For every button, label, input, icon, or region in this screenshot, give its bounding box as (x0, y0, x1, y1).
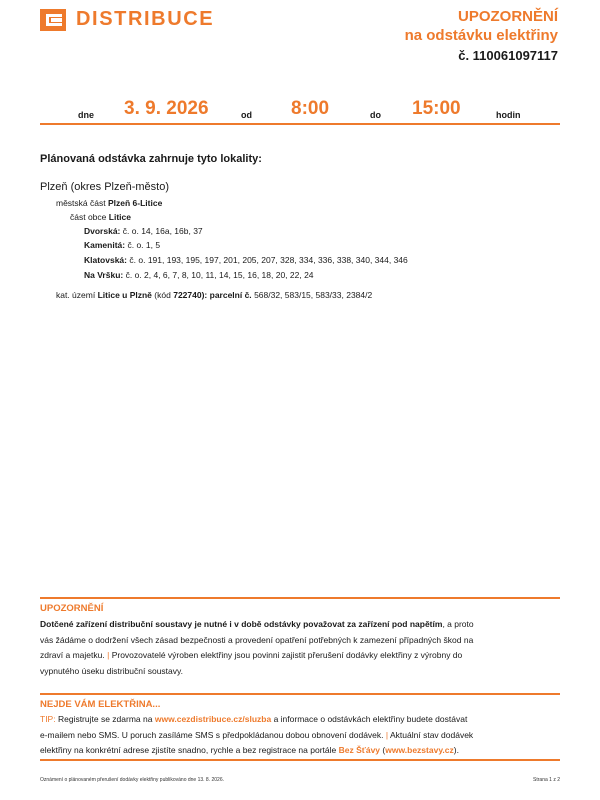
locations-intro: Plánovaná odstávka zahrnuje tyto lokality: (40, 153, 262, 165)
tip-text-part: e-mailem nebo SMS. U poruch zasíláme SMS s předpokládanou dobou obnovení dodávek. (40, 729, 384, 740)
registration-link[interactable]: www.cezdistribuce.cz/sluzba (154, 714, 272, 724)
portal-url-link[interactable]: www.bezstavy.cz (385, 745, 454, 755)
cadastral-label: kat. území (56, 290, 96, 300)
city-name: Plzeň (okres Plzeň-město) (40, 181, 169, 193)
portal-name-link[interactable]: Bez Šťávy (338, 745, 381, 755)
notice-title (405, 7, 558, 65)
cez-logo-icon (40, 9, 66, 31)
divider (40, 597, 560, 599)
cadastral-name: Litice u Plzně (97, 290, 152, 300)
tip-text-part: Aktuální stav dodávek (390, 729, 474, 740)
tip-label: TIP: (40, 714, 56, 724)
street-name: Na Vršku: (84, 270, 124, 280)
street-prefix: č. o. (125, 270, 142, 280)
street-line (84, 239, 160, 252)
part-line (70, 211, 131, 224)
label-hours: hodin (496, 110, 521, 120)
page-number: Strana 1 z 2 (533, 777, 560, 783)
parcel-label: parcelní č. (209, 290, 252, 300)
street-line (84, 254, 408, 267)
notice-subheading: na odstávku elektřiny (404, 27, 558, 44)
warning-text-part: vypnutého úseku distribuční soustavy. (40, 665, 184, 676)
divider (40, 693, 560, 695)
warning-text-part: vás žádáme o dodržení všech zásad bezpečnosti a provedení opatření potřebných k zamezení případných škod na (40, 634, 474, 645)
street-name: Dvorská: (84, 226, 121, 236)
tip-title: NEJDE VÁM ELEKTŘINA... (40, 699, 161, 710)
district-line (56, 197, 162, 210)
warning-text-part: , a proto (442, 619, 474, 629)
tip-text-part: a informace o odstávkách elektřiny budete dostávat (273, 714, 468, 724)
label-to: do (370, 110, 381, 120)
outage-date: 3. 9. 2026 (124, 98, 209, 119)
company-logo (40, 8, 214, 31)
district-label: městská část (56, 198, 106, 208)
label-day: dne (78, 110, 95, 120)
district-name: Plzeň 6-Litice (107, 198, 163, 208)
street-name: Kamenitá: (84, 240, 126, 250)
divider (40, 123, 560, 125)
paren-open: ( (382, 745, 386, 755)
separator-bar: | (107, 650, 110, 660)
separator-bar: | (385, 729, 389, 740)
street-numbers: 14, 16a, 16b, 37 (141, 226, 203, 236)
street-prefix: č. o. (127, 240, 144, 250)
street-prefix: č. o. (129, 255, 146, 265)
warning-title: UPOZORNĚNÍ (40, 603, 104, 614)
label-from: od (241, 110, 252, 120)
parcel-numbers: 568/32, 583/15, 583/33, 2384/2 (254, 290, 373, 300)
tip-text-part: Registrujte se zdarma na (57, 714, 153, 724)
street-numbers: 2, 4, 6, 7, 8, 10, 11, 14, 15, 16, 18, 20, 22, 24 (144, 270, 314, 280)
part-label: část obce (70, 212, 107, 222)
notice-number: č. 110061097117 (458, 48, 558, 63)
time-to: 15:00 (412, 98, 461, 119)
street-line (84, 225, 203, 238)
cadastral-code-label: (kód (154, 290, 171, 300)
cadastral-code: 722740): (173, 290, 208, 300)
warning-text (40, 617, 560, 679)
street-numbers: 1, 5 (145, 240, 161, 250)
part-name: Litice (108, 212, 131, 222)
cadastral-line (56, 289, 372, 302)
warning-text-part: zdraví a majetku. (40, 650, 105, 660)
street-numbers: 191, 193, 195, 197, 201, 205, 207, 328, 334, 336, 338, 340, 344, 346 (147, 255, 408, 265)
street-prefix: č. o. (122, 226, 139, 236)
logo-text: DISTRIBUCE (76, 8, 215, 30)
tip-text-part: elektřiny na konkrétní adrese zjistíte snadno, rychle a bez registrace na portále (40, 745, 337, 755)
street-line (84, 269, 314, 282)
footer-published: Oznámení o plánovaném přerušení dodávky elektřiny publikováno dne 13. 8. 2026. (40, 777, 225, 783)
notice-heading: UPOZORNĚNÍ (457, 8, 558, 25)
time-from: 8:00 (291, 98, 330, 119)
warning-text-part: Provozovatelé výroben elektřiny jsou povinni zajistit přerušení dodávky elektřiny z výrobny do (111, 650, 463, 660)
warning-bold: Dotčené zařízení distribuční soustavy je nutné i v době odstávky považovat za zařízení pod napětím (40, 619, 443, 629)
outage-datetime (40, 95, 560, 123)
divider (40, 759, 560, 761)
tip-text (40, 712, 560, 759)
paren-close: ). (453, 745, 459, 755)
street-name: Klatovská: (84, 255, 127, 265)
